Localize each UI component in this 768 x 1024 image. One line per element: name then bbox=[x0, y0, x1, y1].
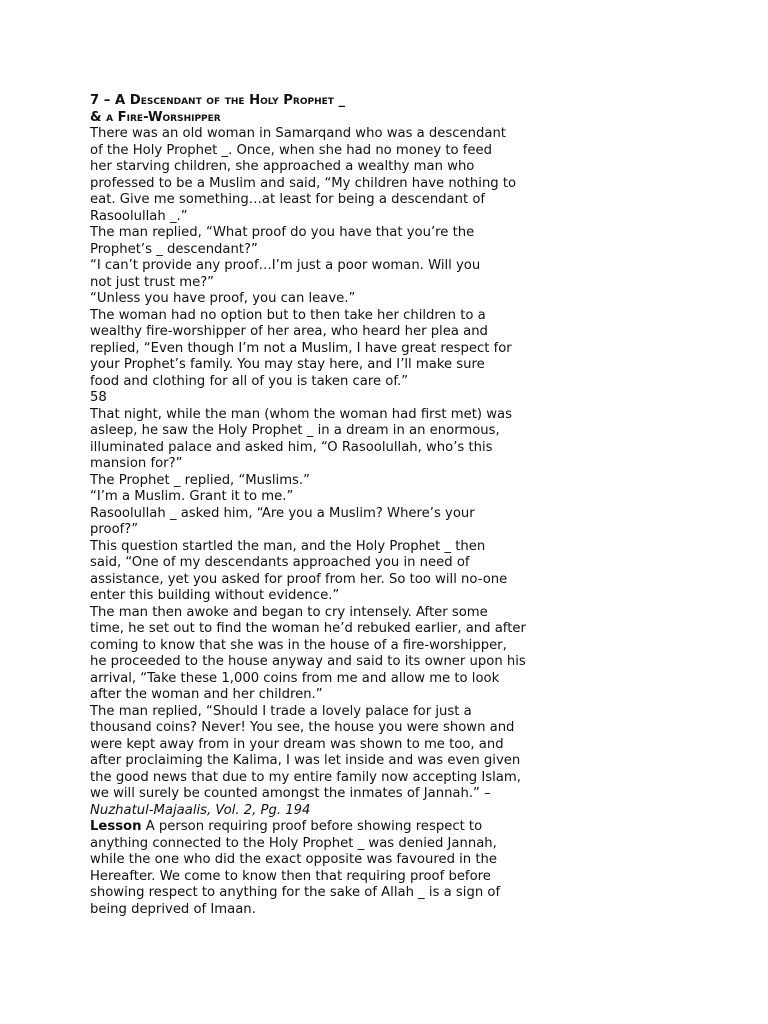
body-line: The man replied, “Should I trade a lovely palace for just a bbox=[90, 703, 472, 719]
body-line: of the Holy Prophet _. Once, when she had no money to feed bbox=[90, 142, 492, 158]
body-line: “Unless you have proof, you can leave.” bbox=[90, 291, 356, 306]
story-body bbox=[90, 126, 560, 803]
body-line: proof?” bbox=[90, 522, 139, 537]
title-line: & a Fire-Worshipper bbox=[90, 109, 221, 125]
lesson-line: Hereafter. We come to know then that requiring proof before bbox=[90, 868, 491, 884]
body-line: Rasoolullah _.” bbox=[90, 208, 188, 224]
page-number: 58 bbox=[90, 390, 107, 405]
body-line: professed to be a Muslim and said, “My children have nothing to bbox=[90, 175, 517, 191]
lesson-first-line bbox=[90, 819, 560, 836]
body-line: replied, “Even though I’m not a Muslim, I have great respect for bbox=[90, 340, 512, 356]
body-line: Prophet’s _ descendant?” bbox=[90, 241, 258, 257]
body-line: There was an old woman in Samarqand who was a descendant bbox=[90, 126, 506, 141]
body-line: The woman had no option but to then take her children to a bbox=[90, 307, 486, 323]
body-line: arrival, “Take these 1,000 coins from me and allow me to look bbox=[90, 670, 500, 686]
body-line: coming to know that she was in the house of a fire-worshipper, bbox=[90, 637, 507, 653]
body-line: mansion for?” bbox=[90, 456, 183, 471]
body-line: Rasoolullah _ asked him, “Are you a Muslim? Where’s your bbox=[90, 505, 475, 521]
body-line: “I’m a Muslim. Grant it to me.” bbox=[90, 489, 294, 504]
body-line: thousand coins? Never! You see, the house you were shown and bbox=[90, 720, 515, 735]
body-line: wealthy fire-worshipper of her area, who heard her plea and bbox=[90, 324, 488, 339]
lesson-line: while the one who did the exact opposite was favoured in the bbox=[90, 852, 497, 867]
body-line: said, “One of my descendants approached you in need of bbox=[90, 555, 470, 570]
body-line: her starving children, she approached a wealthy man who bbox=[90, 159, 475, 174]
body-line: the good news that due to my entire family now accepting Islam, bbox=[90, 769, 521, 785]
body-line: your Prophet’s family. You may stay here, and I’ll make sure bbox=[90, 357, 485, 372]
title-line: 7 – A Descendant of the Holy Prophet _ bbox=[90, 93, 346, 108]
story-title bbox=[90, 93, 560, 126]
body-line: assistance, yet you asked for proof from her. So too will no-one bbox=[90, 571, 508, 587]
body-line: were kept away from in your dream was shown to me too, and bbox=[90, 736, 504, 752]
body-line: “I can’t provide any proof…I’m just a poor woman. Will you bbox=[90, 258, 481, 273]
lesson-line: being deprived of Imaan. bbox=[90, 901, 256, 917]
body-line: enter this building without evidence.” bbox=[90, 588, 340, 603]
lesson-section bbox=[90, 819, 560, 918]
body-line: The man replied, “What proof do you have that you’re the bbox=[90, 225, 475, 240]
body-line: we will surely be counted amongst the inmates of Jannah.” – bbox=[90, 786, 491, 801]
body-line: asleep, he saw the Holy Prophet _ in a dream in an enormous, bbox=[90, 423, 500, 438]
document-page bbox=[90, 93, 560, 918]
lesson-line: anything connected to the Holy Prophet _ was denied Jannah, bbox=[90, 835, 497, 851]
body-line: after proclaiming the Kalima, I was let inside and was even given bbox=[90, 753, 521, 768]
body-line: he proceeded to the house anyway and said to its owner upon his bbox=[90, 654, 526, 669]
body-line: The Prophet _ replied, “Muslims.” bbox=[90, 472, 310, 488]
body-line: not just trust me?” bbox=[90, 274, 215, 290]
lesson-line: showing respect to anything for the sake of Allah _ is a sign of bbox=[90, 885, 501, 900]
body-line: eat. Give me something…at least for being a descendant of bbox=[90, 192, 486, 207]
body-line: time, he set out to find the woman he’d rebuked earlier, and after bbox=[90, 621, 526, 636]
body-line: That night, while the man (whom the woman had first met) was bbox=[90, 406, 512, 422]
lesson-line: A person requiring proof before showing respect to bbox=[141, 819, 483, 834]
body-line: This question startled the man, and the Holy Prophet _ then bbox=[90, 538, 486, 554]
reference-citation: Nuzhatul-Majaalis, Vol. 2, Pg. 194 bbox=[90, 802, 311, 818]
body-line: food and clothing for all of you is taken care of.” bbox=[90, 373, 409, 389]
lesson-label: Lesson bbox=[90, 819, 142, 834]
body-line: The man then awoke and began to cry intensely. After some bbox=[90, 604, 488, 620]
body-line: illuminated palace and asked him, “O Rasoolullah, who’s this bbox=[90, 439, 493, 455]
body-line: after the woman and her children.” bbox=[90, 687, 323, 702]
